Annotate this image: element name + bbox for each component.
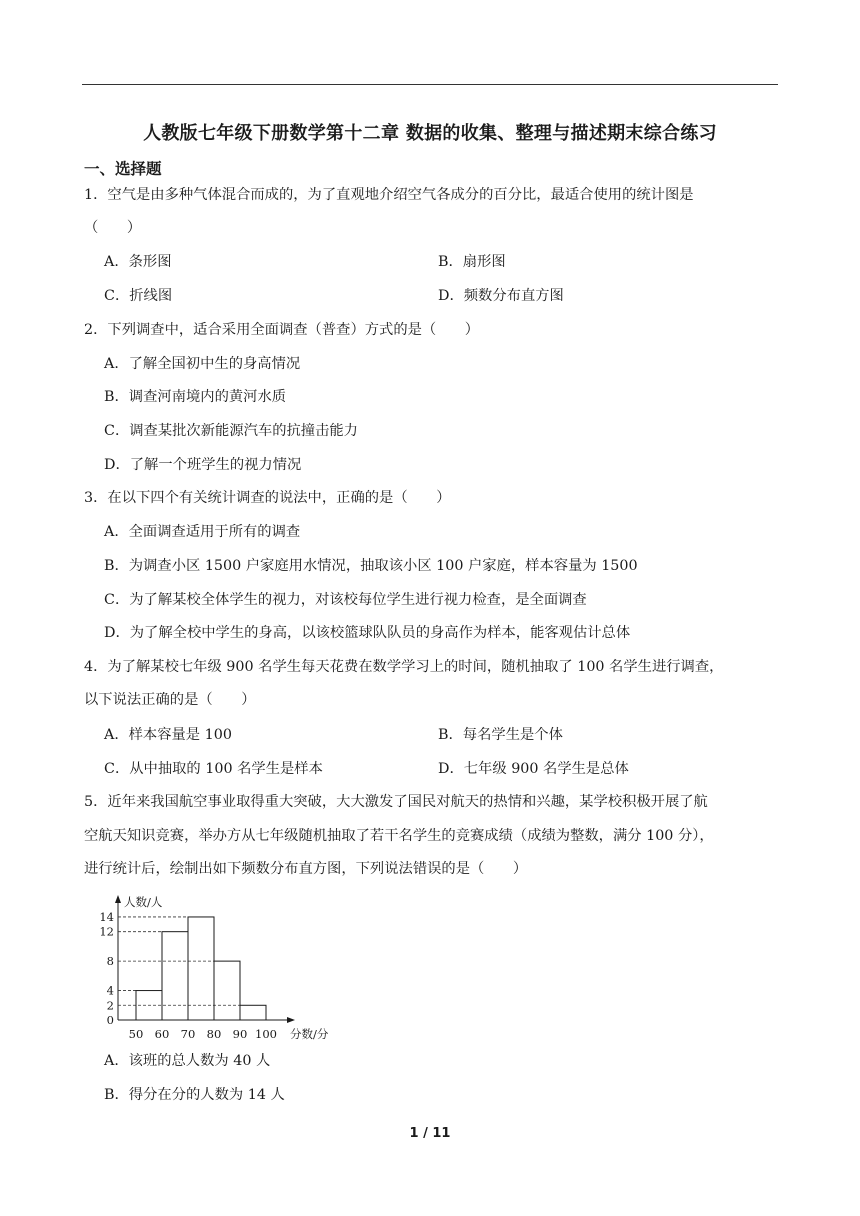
question-4-line-2: 以下说法正确的是（ ） — [84, 692, 256, 708]
y-tick-label-0: 0 — [106, 1013, 114, 1027]
question-1-option-a: A．条形图 — [104, 254, 172, 270]
x-tick-label-90: 90 — [232, 1027, 248, 1041]
x-axis-arrow — [287, 1017, 295, 1023]
question-4-option-a: A．样本容量是 100 — [104, 727, 232, 743]
question-3-option-c: C．为了解某校全体学生的视力，对该校每位学生进行视力检查，是全面调查 — [104, 592, 587, 608]
y-tick-label-4: 4 — [106, 983, 114, 998]
question-1-option-b: B．扇形图 — [438, 254, 506, 270]
question-1-option-c: C．折线图 — [104, 288, 173, 304]
x-tick-label-70: 70 — [180, 1027, 196, 1041]
y-axis-arrow — [115, 895, 121, 903]
question-3-option-b: B．为调查小区 1500 户家庭用水情况，抽取该小区 100 户家庭，样本容量为 1500 — [104, 558, 638, 574]
header-rule — [82, 84, 778, 85]
question-5-option-b: B．得分在分的人数为 14 人 — [104, 1087, 285, 1103]
x-tick-label-60: 60 — [154, 1027, 170, 1041]
y-axis-label: 人数/人 — [124, 895, 163, 909]
question-5-line-3: 进行统计后，绘制出如下频数分布直方图，下列说法错误的是（ ） — [84, 861, 528, 877]
question-4-option-b: B．每名学生是个体 — [438, 727, 563, 743]
question-5-option-a: A．该班的总人数为 40 人 — [104, 1053, 271, 1069]
question-2-option-a: A．了解全国初中生的身高情况 — [104, 356, 301, 372]
question-3-option-d: D．为了解全校中学生的身高，以该校篮球队队员的身高作为样本，能客观估计总体 — [104, 625, 631, 641]
section-heading: 一、选择题 — [84, 160, 162, 178]
histogram-bar-80-90 — [214, 961, 240, 1020]
question-3-line-1: 3．在以下四个有关统计调查的说法中，正确的是（ ） — [84, 490, 451, 506]
histogram-bar-60-70 — [162, 932, 188, 1020]
frequency-histogram — [94, 892, 344, 1042]
y-tick-label-8: 8 — [106, 954, 114, 969]
x-axis-label: 分数/分 — [290, 1027, 329, 1041]
y-tick-label-12: 12 — [99, 924, 114, 939]
question-3-option-a: A．全面调查适用于所有的调查 — [104, 524, 301, 540]
question-1-line-1: 1．空气是由多种气体混合而成的，为了直观地介绍空气各成分的百分比，最适合使用的统计图是 — [84, 187, 694, 203]
question-4-option-d: D．七年级 900 名学生是总体 — [438, 761, 629, 777]
question-5-line-1: 5．近年来我国航空事业取得重大突破，大大激发了国民对航天的热情和兴趣，某学校积极开展了航 — [84, 794, 708, 810]
y-tick-label-2: 2 — [106, 998, 114, 1013]
question-2-option-b: B．调查河南境内的黄河水质 — [104, 389, 287, 405]
page-number: 1 / 11 — [409, 1126, 451, 1141]
x-tick-label-100: 100 — [255, 1027, 277, 1041]
document-title: 人教版七年级下册数学第十二章 数据的收集、整理与描述期末综合练习 — [143, 123, 717, 144]
y-tick-label-14: 14 — [99, 909, 114, 924]
question-4-option-c: C．从中抽取的 100 名学生是样本 — [104, 761, 323, 777]
x-tick-label-80: 80 — [206, 1027, 222, 1041]
histogram-bar-70-80 — [188, 917, 214, 1020]
question-2-line-1: 2．下列调查中，适合采用全面调查（普查）方式的是（ ） — [84, 322, 480, 338]
histogram-bar-90-100 — [240, 1005, 266, 1020]
x-tick-label-50: 50 — [128, 1027, 144, 1041]
question-1-line-2: （ ） — [84, 220, 142, 236]
question-5-line-2: 空航天知识竞赛，举办方从七年级随机抽取了若干名学生的竞赛成绩（成绩为整数，满分 100 分）， — [84, 828, 714, 844]
question-2-option-d: D．了解一个班学生的视力情况 — [104, 457, 302, 473]
question-1-option-d: D．频数分布直方图 — [438, 288, 564, 304]
question-2-option-c: C．调查某批次新能源汽车的抗撞击能力 — [104, 423, 358, 439]
question-4-line-1: 4．为了解某校七年级 900 名学生每天花费在数学学习上的时间，随机抽取了 100 名学生进行调查， — [84, 659, 724, 675]
